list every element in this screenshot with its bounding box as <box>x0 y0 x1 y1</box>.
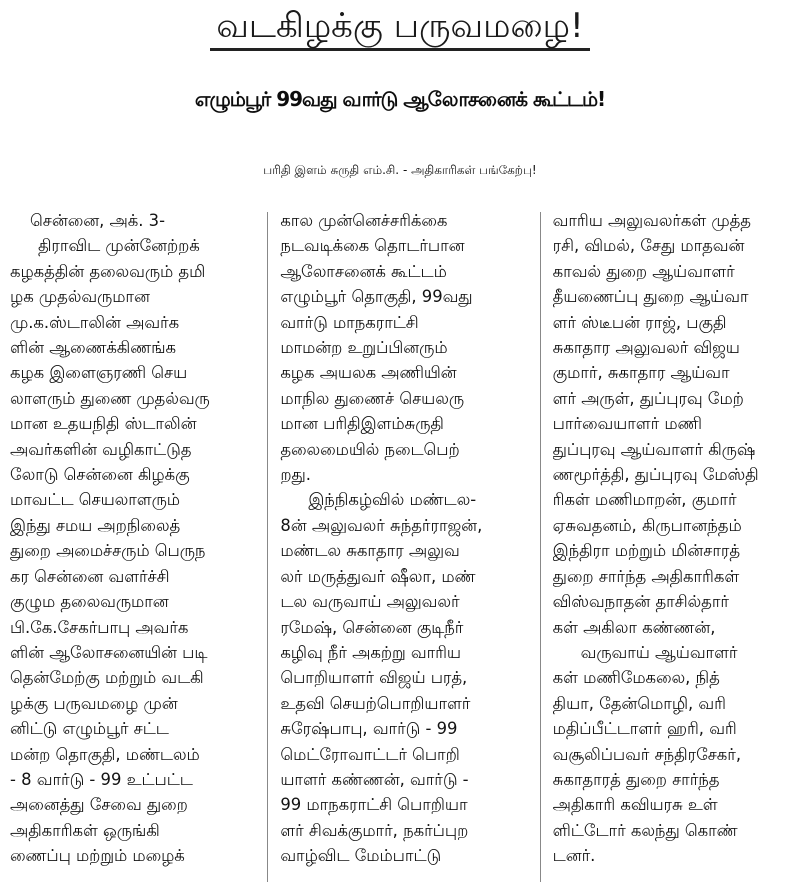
article-line: டனர். <box>552 846 596 866</box>
article-line: ளின் ஆணைக்கிணங்க <box>10 338 176 358</box>
article-line: பார்வையாளர் மணி <box>552 414 702 434</box>
article-line: நடவடிக்கை தொடர்பான <box>280 236 465 256</box>
article-line: - 8 வார்டு - 99 உட்பட்ட <box>10 769 193 789</box>
article-line: விஸ்வநாதன் தாசில்தார் <box>552 592 729 612</box>
article-line: வருவாய் ஆய்வாளர் <box>580 642 738 662</box>
article-line: மான பரிதிஇளம்சுருதி <box>280 414 444 434</box>
article-line: எழும்பூர் தொகுதி, 99வது <box>280 287 473 307</box>
article-line: சென்னை, அக். 3- <box>30 211 166 230</box>
kicker-title <box>0 6 800 51</box>
article-column-3 <box>541 208 800 889</box>
article-line: வசூலிப்பவர் சந்திரசேகர், <box>552 744 742 764</box>
article-line: மான உதயநிதி ஸ்டாலின் <box>10 414 197 434</box>
article-line: ணைப்பு மற்றும் மழைக் <box>10 846 185 866</box>
article-line: தென்மேற்கு மற்றும் வடகி <box>10 668 204 688</box>
article-line: ளிட்டோர் கலந்து கொண் <box>552 820 738 840</box>
article-line: கால முன்னெச்சரிக்கை <box>280 211 448 230</box>
article-line: ஆலோசனைக் கூட்டம் <box>280 261 447 281</box>
article-line: குழும தலைவருமான <box>10 592 169 612</box>
article-line: கழக இளைஞரணி செய <box>10 363 188 383</box>
article-line: பி.கே.சேகர்பாபு அவர்க <box>10 617 189 637</box>
article-body <box>0 208 800 889</box>
article-line: 8ன் அலுவலர் சுந்தர்ராஜன், <box>280 515 483 535</box>
article-line: தீயணைப்பு துறை ஆய்வா <box>552 287 749 307</box>
article-line: கழிவு நீர் அகற்று வாரிய <box>280 642 461 662</box>
subheadline: பரிதி இளம் சுருதி எம்.சி. - அதிகாரிகள் பங்கேற்பு! <box>263 163 537 177</box>
article-line: பொறியாளர் விஜய் பரத், <box>280 668 468 688</box>
article-line: குமார், சுகாதார ஆய்வா <box>552 363 730 383</box>
article-line: ழக முதல்வருமான <box>10 287 150 307</box>
article-line: வாழ்விட மேம்பாட்டு <box>280 846 442 866</box>
article-line: ளர் அருள், துப்புரவு மேற் <box>552 388 744 408</box>
article-line: திராவிட முன்னேற்றக் <box>38 236 200 256</box>
article-line: சுகாதாரத் துறை சார்ந்த <box>552 769 720 789</box>
article-line: மண்டல சுகாதார அலுவ <box>280 541 460 561</box>
article-line: காவல் துறை ஆய்வாளர் <box>552 261 735 281</box>
article-line: உதவி செயற்பொறியாளர் <box>280 693 471 713</box>
article-column-2 <box>268 208 539 889</box>
article-line: அதிகாரி கவியரசு உள் <box>552 795 718 815</box>
article-line: மு.க.ஸ்டாலின் அவர்க <box>10 312 180 332</box>
headline: எழும்பூர் 99வது வார்டு ஆலோசனைக் கூட்டம்! <box>194 87 606 111</box>
article-line: யாளர் கண்ணன், வார்டு - <box>280 769 469 789</box>
article-line: சுகாதார அலுவலர் விஜய <box>552 338 740 358</box>
article-line: தியா, தேன்மொழி, வரி <box>552 693 726 713</box>
article-line: துப்புரவு ஆய்வாளர் கிருஷ் <box>552 439 756 459</box>
article-column-1 <box>0 208 267 889</box>
article-line: இந்து சமய அறநிலைத் <box>10 515 181 535</box>
article-line: ரமேஷ், சென்னை குடிநீர் <box>280 617 464 637</box>
article-line: கர சென்னை வளர்ச்சி <box>10 566 170 586</box>
article-line: மன்ற தொகுதி, மண்டலம் <box>10 744 200 764</box>
article-line: துறை சார்ந்த அதிகாரிகள் <box>552 566 740 586</box>
article-line: அவர்களின் வழிகாட்டுத <box>10 439 192 459</box>
article-line: மாநில துணைச் செயலரு <box>280 388 465 408</box>
article-line: கள் மணிமேகலை, நித் <box>552 668 720 688</box>
article-line: னிட்டு எழும்பூர் சட்ட <box>10 719 169 739</box>
article-line: ளர் ஸ்டீபன் ராஜ், பகுதி <box>552 312 727 332</box>
article-line: டல வருவாய் அலுவலர் <box>280 592 460 612</box>
article-line: அனைத்து சேவை துறை <box>10 795 188 815</box>
article-line: இந்நிகழ்வில் மண்டல- <box>308 490 477 510</box>
article-line: வார்டு மாநகராட்சி <box>280 312 419 332</box>
article-line: மாவட்ட செயலாளரும் <box>10 490 180 510</box>
article-line: 99 மாநகராட்சி பொறியா <box>280 795 468 815</box>
article-line: வாரிய அலுவலர்கள் முத்த <box>552 211 751 230</box>
article-line: இந்திரா மற்றும் மின்சாரத் <box>552 541 741 561</box>
article-line: ரசி, விமல், சேது மாதவன் <box>552 236 745 256</box>
article-line: லாளரும் துணை முதல்வரு <box>10 388 210 408</box>
article-line: மதிப்பீட்டாளர் ஹரி, வரி <box>552 719 737 739</box>
article-line: மெட்ரோவாட்டர் பொறி <box>280 744 460 764</box>
article-line: ளின் ஆலோசனையின் படி <box>10 642 208 662</box>
article-line: ணமூர்த்தி, துப்புரவு மேஸ்தி <box>552 465 759 485</box>
article-line: லர் மருத்துவர் ஷீலா, மண் <box>280 566 476 586</box>
article-line: ளர் சிவக்குமார், நகர்ப்புற <box>280 820 469 840</box>
article-line: சுரேஷ்பாபு, வார்டு - 99 <box>280 719 458 739</box>
article-line: லோடு சென்னை கிழக்கு <box>10 465 190 485</box>
article-line: கழக அயலக அணியின் <box>280 363 457 383</box>
article-line: ழக்கு பருவமழை முன் <box>10 693 178 713</box>
article-line: ரிகள் மணிமாறன், குமார் <box>552 490 737 510</box>
article-line: கழகத்தின் தலைவரும் தமி <box>10 261 206 281</box>
article-line: தலைமையில் நடைபெற் <box>280 439 460 459</box>
kicker-text: வடகிழக்கு பருவமழை! <box>210 6 589 51</box>
article-line: மாமன்ற உறுப்பினரும் <box>280 338 448 358</box>
article-line: ஏசுவதனம், கிருபானந்தம் <box>552 515 742 535</box>
article-line: அதிகாரிகள் ஒருங்கி <box>10 820 160 840</box>
article-line: கள் அகிலா கண்ணன், <box>552 617 716 637</box>
article-line: றது. <box>280 465 311 485</box>
article-line: துறை அமைச்சரும் பெருந <box>10 541 206 561</box>
